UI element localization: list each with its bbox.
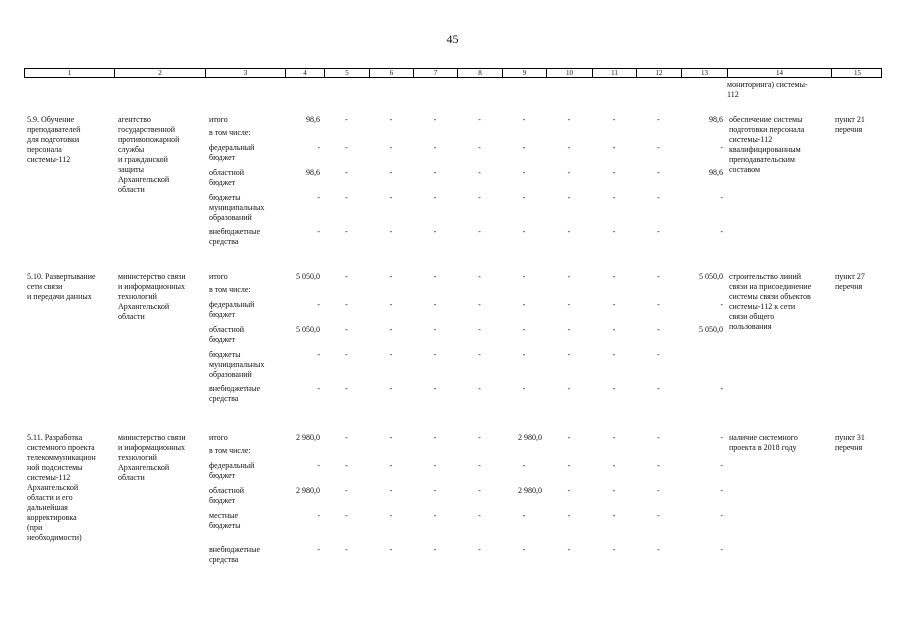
funding-value: -	[389, 300, 393, 309]
header-cell: 3	[206, 69, 286, 77]
funding-value: -	[657, 300, 660, 309]
funding-value: -	[567, 115, 571, 124]
funding-value: -	[345, 115, 348, 124]
funding-value: -	[522, 511, 526, 520]
funding-source-label: средства	[209, 394, 239, 403]
funding-source-label: федеральный	[209, 143, 255, 152]
funding-value: -	[345, 350, 348, 359]
expected-result: системы-112	[729, 135, 773, 144]
header-cell: 14	[728, 69, 832, 77]
executor-name: области	[118, 185, 145, 194]
funding-value: -	[433, 143, 437, 152]
funding-source-label: образований	[209, 370, 252, 379]
funding-value: -	[389, 193, 393, 202]
funding-value: -	[567, 325, 571, 334]
funding-value: -	[389, 325, 393, 334]
measure-name: телекоммуникацион	[27, 453, 96, 462]
measure-name: для подготовки	[27, 135, 80, 144]
funding-value: -	[478, 486, 481, 495]
funding-value: -	[522, 545, 526, 554]
funding-value: -	[612, 325, 616, 334]
funding-value: -	[522, 384, 526, 393]
executor-name: защиты	[118, 165, 145, 174]
funding-value: -	[345, 486, 348, 495]
funding-value: -	[657, 272, 660, 281]
measure-name: необходимости)	[27, 533, 82, 542]
funding-value: -	[345, 193, 348, 202]
executor-name: Архангельской	[118, 302, 170, 311]
expected-result: строительство линий	[729, 272, 801, 281]
funding-value: -	[345, 433, 348, 442]
funding-value: -	[720, 300, 723, 309]
measure-name: области и его	[27, 493, 73, 502]
funding-value: 98,6	[306, 115, 320, 124]
funding-value: -	[612, 486, 616, 495]
funding-value: -	[478, 272, 481, 281]
funding-value: -	[389, 384, 393, 393]
measure-name: 5.11. Разработка	[27, 433, 83, 442]
measure-name: персонала	[27, 145, 62, 154]
expected-result: системы-112 к сети	[729, 302, 796, 311]
funding-value: 5 050,0	[699, 325, 723, 334]
funding-value: -	[657, 143, 660, 152]
funding-source-label: областной	[209, 486, 245, 495]
funding-source-label: внебюджетные	[209, 545, 260, 554]
funding-value: -	[433, 227, 437, 236]
funding-value: -	[345, 545, 348, 554]
funding-value: -	[612, 461, 616, 470]
funding-source-label: федеральный	[209, 461, 255, 470]
funding-source-label: итого	[209, 433, 228, 442]
funding-value: -	[720, 227, 723, 236]
funding-value: -	[345, 384, 348, 393]
funding-value: -	[345, 511, 348, 520]
funding-value: -	[478, 461, 481, 470]
executor-name: министерство связи	[118, 272, 186, 281]
funding-source-label: итого	[209, 115, 228, 124]
funding-value: -	[478, 384, 481, 393]
table-header	[24, 68, 882, 78]
expected-result: обеспечение системы	[729, 115, 803, 124]
funding-source-label: муниципальных	[209, 360, 265, 369]
funding-value: -	[612, 168, 616, 177]
funding-value: -	[612, 272, 616, 281]
reference-cell: перечня	[835, 282, 863, 291]
funding-value: -	[433, 168, 437, 177]
funding-value: -	[612, 193, 616, 202]
expected-result: преподавательским	[729, 155, 795, 164]
executor-name: и информационных	[118, 282, 185, 291]
funding-value: -	[478, 193, 481, 202]
executor-name: противопожарной	[118, 135, 180, 144]
funding-value: 2 980,0	[518, 433, 542, 442]
funding-value: -	[522, 461, 526, 470]
funding-value: -	[720, 433, 723, 442]
funding-source-label: образований	[209, 213, 252, 222]
header-cell: 5	[325, 69, 370, 77]
funding-source-label: средства	[209, 555, 239, 564]
funding-value: -	[433, 433, 437, 442]
funding-value: -	[478, 511, 481, 520]
funding-value: -	[317, 227, 320, 236]
expected-result: составом	[729, 165, 761, 174]
funding-source-label: внебюджетные	[209, 227, 260, 236]
funding-value: -	[317, 193, 320, 202]
funding-value: 2 980,0	[296, 486, 320, 495]
funding-value: -	[478, 350, 481, 359]
funding-value: -	[567, 511, 571, 520]
funding-value: -	[657, 115, 660, 124]
funding-value: -	[720, 545, 723, 554]
funding-source-label: бюджеты	[209, 521, 241, 530]
funding-value: -	[478, 115, 481, 124]
funding-value: -	[317, 143, 320, 152]
funding-value: -	[522, 143, 526, 152]
executor-name: Архангельской	[118, 463, 170, 472]
funding-source-label: внебюджетные	[209, 384, 260, 393]
funding-value: -	[657, 545, 660, 554]
measure-name: 5.10. Развертывание	[27, 272, 96, 281]
funding-value: -	[389, 227, 393, 236]
measure-name: дальнейшая	[27, 503, 68, 512]
funding-value: -	[657, 384, 660, 393]
funding-value: -	[612, 115, 616, 124]
funding-value: -	[522, 193, 526, 202]
funding-value: -	[567, 384, 571, 393]
funding-value: -	[612, 384, 616, 393]
header-cell: 11	[593, 69, 637, 77]
funding-value: -	[345, 168, 348, 177]
reference-cell: перечня	[835, 443, 863, 452]
measure-name: Архангельской	[27, 483, 79, 492]
funding-source-label: в том числе:	[209, 128, 251, 137]
funding-value: -	[478, 300, 481, 309]
carried-result-text: 112	[727, 90, 739, 99]
funding-source-label: бюджет	[209, 310, 236, 319]
funding-value: -	[612, 433, 616, 442]
funding-source-label: областной	[209, 325, 245, 334]
carried-result-text: мониторинга) системы-	[727, 80, 808, 89]
funding-value: -	[522, 350, 526, 359]
funding-value: -	[567, 193, 571, 202]
funding-value: -	[433, 272, 437, 281]
funding-value: -	[657, 350, 660, 359]
funding-value: -	[612, 511, 616, 520]
funding-value: -	[657, 461, 660, 470]
executor-name: агентство	[118, 115, 151, 124]
funding-source-label: бюджет	[209, 178, 236, 187]
funding-value: -	[567, 486, 571, 495]
expected-result: подготовки персонала	[729, 125, 805, 134]
funding-value: -	[567, 168, 571, 177]
expected-result: системы связи объектов	[729, 292, 811, 301]
funding-value: 5 050,0	[699, 272, 723, 281]
reference-cell: пункт 21	[835, 115, 865, 124]
funding-value: -	[345, 461, 348, 470]
measure-name: преподавателей	[27, 125, 81, 134]
measure-name: системного проекта	[27, 443, 95, 452]
funding-value: -	[478, 227, 481, 236]
executor-name: государственной	[118, 125, 176, 134]
funding-source-label: бюджет	[209, 153, 236, 162]
funding-value: -	[345, 325, 348, 334]
funding-value: -	[720, 143, 723, 152]
funding-value: -	[389, 350, 393, 359]
funding-source-label: в том числе:	[209, 446, 251, 455]
funding-value: 5 050,0	[296, 325, 320, 334]
expected-result: пользования	[729, 322, 772, 331]
funding-value: -	[612, 227, 616, 236]
funding-value: -	[567, 143, 571, 152]
measure-name: и передачи данных	[27, 292, 92, 301]
executor-name: службы	[118, 145, 145, 154]
funding-source-label: бюджеты	[209, 193, 241, 202]
funding-value: -	[720, 461, 723, 470]
funding-value: -	[317, 545, 320, 554]
funding-source-label: местные	[209, 511, 239, 520]
executor-name: области	[118, 473, 145, 482]
funding-value: -	[567, 227, 571, 236]
funding-value: 5 050,0	[296, 272, 320, 281]
funding-source-label: бюджет	[209, 335, 236, 344]
executor-name: министерство связи	[118, 433, 186, 442]
funding-value: -	[478, 545, 481, 554]
funding-value: 2 980,0	[518, 486, 542, 495]
funding-value: -	[567, 461, 571, 470]
funding-value: -	[657, 325, 660, 334]
funding-value: -	[522, 325, 526, 334]
funding-value: -	[389, 545, 393, 554]
measure-name: 5.9. Обучение	[27, 115, 75, 124]
measure-name: ной подсистемы	[27, 463, 83, 472]
funding-value: -	[317, 300, 320, 309]
funding-value: -	[389, 143, 393, 152]
funding-value: -	[433, 300, 437, 309]
header-cell: 13	[682, 69, 728, 77]
funding-source-label: средства	[209, 237, 239, 246]
funding-value: -	[720, 193, 723, 202]
funding-value: -	[389, 486, 393, 495]
funding-value: -	[345, 272, 348, 281]
funding-value: -	[612, 545, 616, 554]
funding-value: -	[433, 461, 437, 470]
reference-cell: перечня	[835, 125, 863, 134]
funding-value: -	[612, 350, 616, 359]
funding-source-label: областной	[209, 168, 245, 177]
funding-value: -	[657, 227, 660, 236]
funding-source-label: бюджет	[209, 496, 236, 505]
funding-value: -	[720, 511, 723, 520]
funding-value: -	[720, 486, 723, 495]
header-cell: 6	[370, 69, 414, 77]
executor-name: области	[118, 312, 145, 321]
funding-value: -	[522, 227, 526, 236]
measure-name: (при	[27, 523, 43, 532]
funding-value: -	[317, 350, 320, 359]
executor-name: и гражданской	[118, 155, 168, 164]
funding-value: -	[389, 115, 393, 124]
funding-value: -	[522, 300, 526, 309]
funding-source-label: бюджет	[209, 471, 236, 480]
funding-value: -	[657, 193, 660, 202]
funding-value: -	[317, 461, 320, 470]
funding-value: -	[720, 384, 723, 393]
executor-name: технологий	[118, 292, 157, 301]
funding-value: -	[389, 272, 393, 281]
funding-value: -	[345, 300, 348, 309]
header-cell: 15	[854, 69, 861, 77]
funding-value: -	[345, 143, 348, 152]
funding-value: -	[389, 461, 393, 470]
header-cell: 1	[25, 69, 115, 77]
funding-value: -	[433, 486, 437, 495]
executor-name: технологий	[118, 453, 157, 462]
funding-value: -	[657, 433, 660, 442]
funding-value: -	[567, 300, 571, 309]
funding-value: -	[389, 433, 393, 442]
expected-result: наличие системного	[729, 433, 798, 442]
funding-value: -	[612, 300, 616, 309]
funding-value: -	[433, 193, 437, 202]
funding-value: -	[433, 511, 437, 520]
header-cell: 8	[458, 69, 503, 77]
reference-cell: пункт 31	[835, 433, 865, 442]
funding-source-label: бюджеты	[209, 350, 241, 359]
funding-value: -	[433, 350, 437, 359]
header-cell: 9	[503, 69, 547, 77]
funding-value: -	[389, 168, 393, 177]
expected-result: проекта в 2018 году	[729, 443, 797, 452]
header-cell: 4	[286, 69, 325, 77]
expected-result: связи общего	[729, 312, 775, 321]
funding-value: 98,6	[709, 115, 723, 124]
funding-value: -	[317, 511, 320, 520]
header-cell: 2	[115, 69, 206, 77]
funding-value: -	[433, 384, 437, 393]
expected-result: связи на присоединение	[729, 282, 812, 291]
funding-value: -	[478, 143, 481, 152]
funding-value: -	[522, 168, 526, 177]
funding-value: -	[612, 143, 616, 152]
funding-value: 2 980,0	[296, 433, 320, 442]
funding-source-label: муниципальных	[209, 203, 265, 212]
funding-value: -	[433, 115, 437, 124]
header-cell: 12	[637, 69, 682, 77]
funding-value: -	[657, 486, 660, 495]
expected-result: квалифицированным	[729, 145, 801, 154]
funding-value: -	[433, 545, 437, 554]
funding-value: 98,6	[306, 168, 320, 177]
funding-value: -	[478, 168, 481, 177]
funding-value: -	[433, 325, 437, 334]
funding-source-label: федеральный	[209, 300, 255, 309]
funding-value: -	[567, 350, 571, 359]
measure-name: системы-112	[27, 473, 71, 482]
header-cell: 10	[547, 69, 593, 77]
funding-value: -	[657, 168, 660, 177]
funding-value: -	[317, 384, 320, 393]
page-number: 45	[446, 32, 459, 46]
funding-value: -	[657, 511, 660, 520]
funding-source-label: в том числе:	[209, 285, 251, 294]
measure-name: системы-112	[27, 155, 71, 164]
funding-value: -	[567, 545, 571, 554]
funding-value: -	[522, 272, 526, 281]
funding-value: -	[522, 115, 526, 124]
funding-value: -	[567, 433, 571, 442]
funding-value: -	[389, 511, 393, 520]
funding-value: 98,6	[709, 168, 723, 177]
measure-name: сети связи	[27, 282, 63, 291]
funding-value: -	[478, 325, 481, 334]
funding-value: -	[345, 227, 348, 236]
measure-name: корректировка	[27, 513, 77, 522]
funding-source-label: итого	[209, 272, 228, 281]
funding-value: -	[567, 272, 571, 281]
executor-name: и информационных	[118, 443, 185, 452]
funding-value: -	[478, 433, 481, 442]
header-cell: 7	[414, 69, 458, 77]
executor-name: Архангельской	[118, 175, 170, 184]
reference-cell: пункт 27	[835, 272, 865, 281]
